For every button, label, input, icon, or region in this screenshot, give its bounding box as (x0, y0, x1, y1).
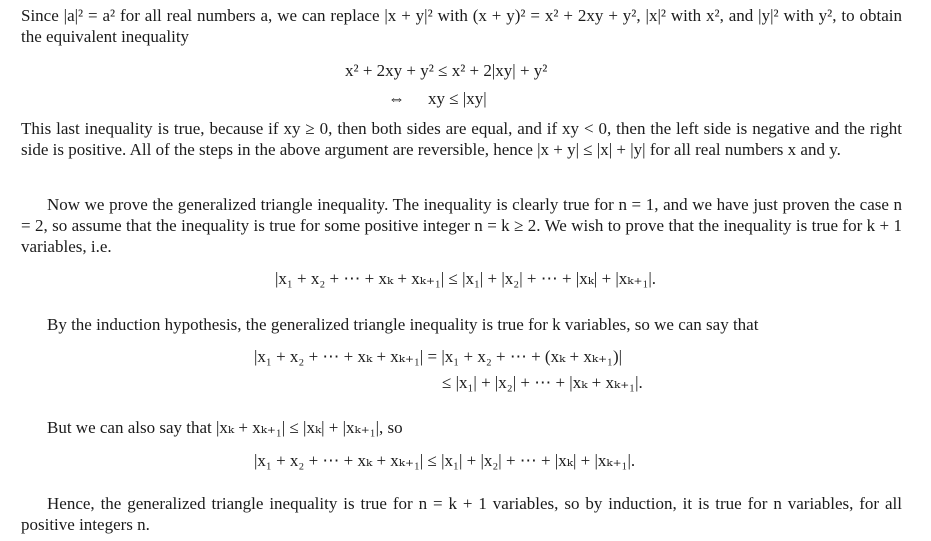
equation-xy-inequality: xy ≤ |xy| (428, 89, 487, 108)
equation-expanded-inequality: x² + 2xy + y² ≤ x² + 2|xy| + y² (345, 61, 548, 80)
equation-regroup-line2: ≤ |x₁| + |x₂| + ⋯ + |xₖ + xₖ₊₁|. (442, 373, 643, 392)
paragraph-generalized-proof: Now we prove the generalized triangle inequality. The inequality is clearly true for n = 1, and we have just proven the case n = 2, so assume that the inequality is true for some positive integer n = k ≥ 2. We wish to prove that the inequality is true for k + 1 variables, i.e. (21, 195, 902, 256)
equation-regroup-line1: |x₁ + x₂ + ⋯ + xₖ + xₖ₊₁| = |x₁ + x₂ + ⋯ + (xₖ + xₖ₊₁)| (254, 347, 623, 366)
paragraph-two-term-inequality: But we can also say that |xₖ + xₖ₊₁| ≤ |xₖ| + |xₖ₊₁|, so (47, 418, 403, 437)
paragraph-conclusion: Hence, the generalized triangle inequality is true for n = k + 1 variables, so by induction, it is true for n variables, for all positive integers n. (21, 494, 902, 534)
paragraph-induction-hypothesis: By the induction hypothesis, the generalized triangle inequality is true for k variables, so we can say that (47, 315, 759, 334)
paragraph-inequality-true: This last inequality is true, because if xy ≥ 0, then both sides are equal, and if xy < 0, then the left side is negative and the right side is positive. All of the steps in the above argument are reversible, hence |x + y| ≤ |x| + |y| for all real numbers x and y. (21, 119, 902, 159)
equivalence-arrow: ⇔ (388, 89, 405, 108)
equation-k-plus-one: |x₁ + x₂ + ⋯ + xₖ + xₖ₊₁| ≤ |x₁| + |x₂| + ⋯ + |xₖ| + |xₖ₊₁|. (274, 269, 657, 288)
equation-final-inequality: |x₁ + x₂ + ⋯ + xₖ + xₖ₊₁| ≤ |x₁| + |x₂| + ⋯ + |xₖ| + |xₖ₊₁|. (254, 451, 636, 470)
paragraph-replace-squares: Since |a|² = a² for all real numbers a, we can replace |x + y|² with (x + y)² = x² + 2xy + y², |x|² with x², and |y|² with y², to obtain the equivalent inequality (21, 6, 902, 46)
